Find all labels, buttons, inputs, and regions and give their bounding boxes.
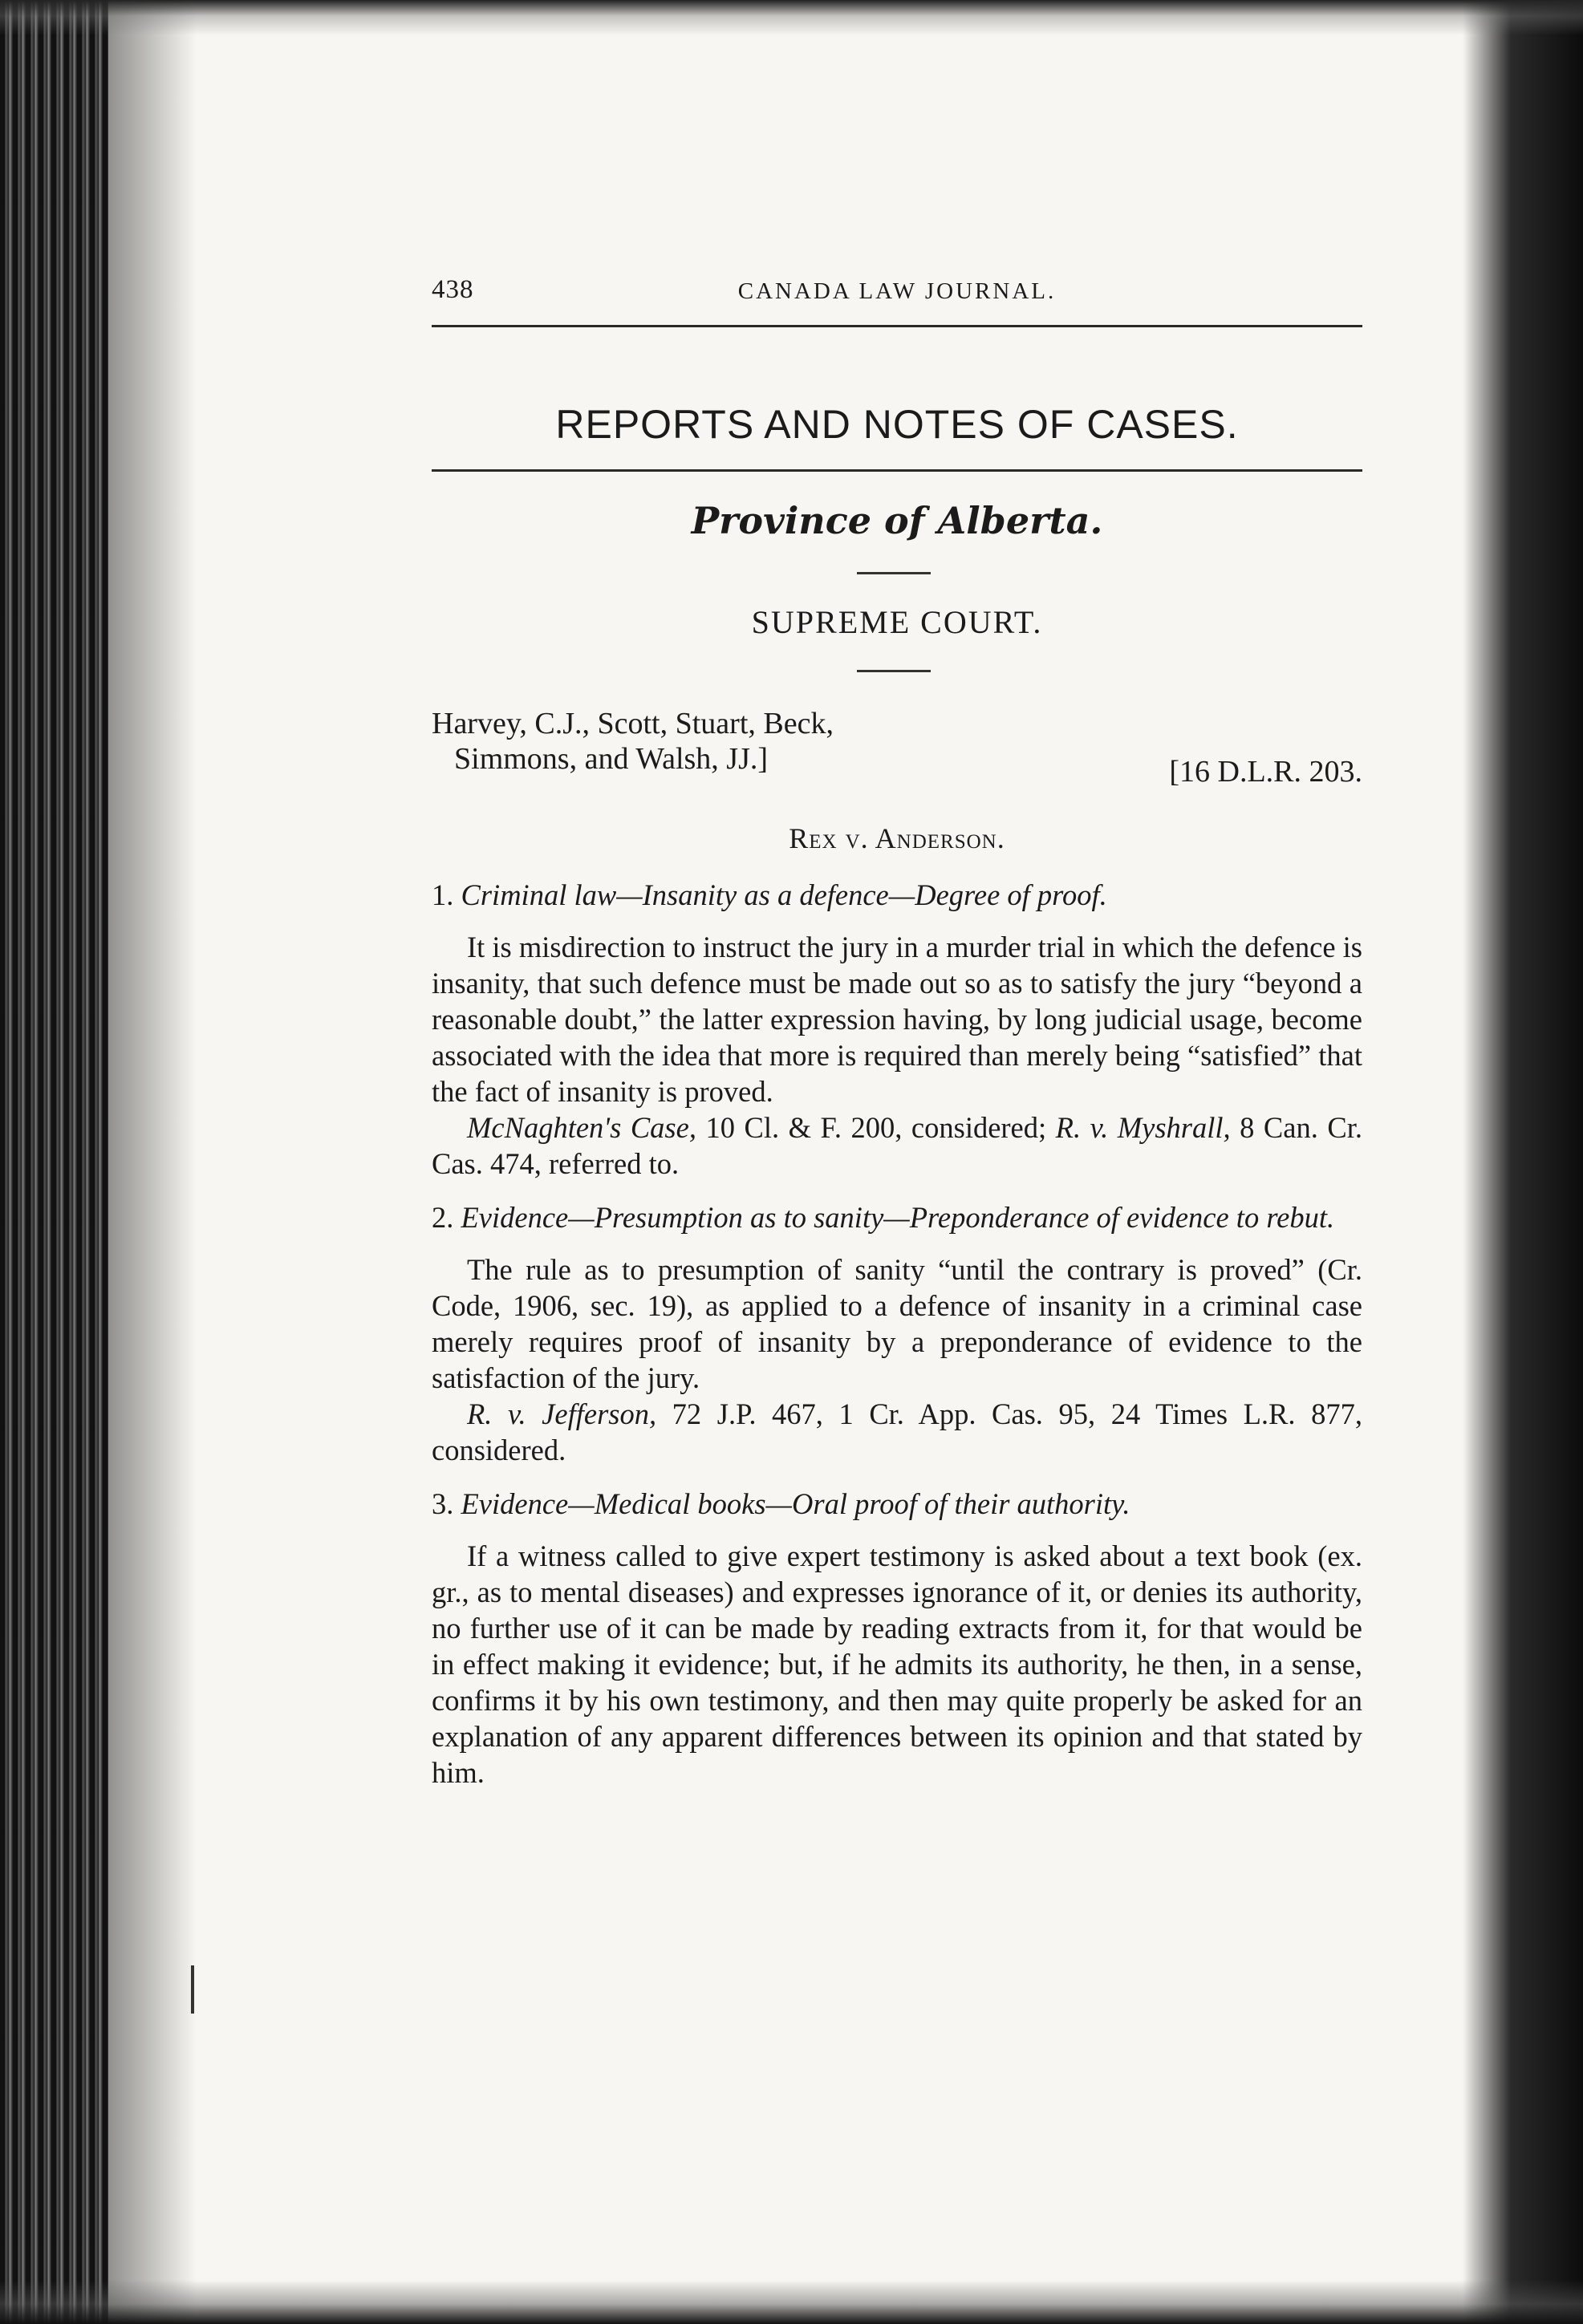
headnote-number: 2.: [432, 1201, 454, 1234]
headnote-3-paragraph: If a witness called to give expert testimony is asked about a text book (ex. gr., as to mental diseases) and expresses ignorance of it, or denies its authority, no further use of it can be made by reading extracts from it, for that would be in effect making it evidence; but, if he admits its authority, he then, in a sense, confirms it by his own testimony, and then may quite properly be asked for an explanation of any apparent differences between its opinion and that stated by him.: [432, 1539, 1362, 1789]
case-body: [432, 877, 1362, 1791]
headnote-2-paragraph: The rule as to presumption of sanity “until the contrary is proved” (Cr. Code, 1906, sec. 19), as applied to a defence of insanity in a criminal case merely requires proof of insanity by a preponderance of evidence to the satisfaction of the jury.: [432, 1253, 1362, 1394]
scan-right-edge: [1463, 0, 1583, 2324]
province-heading: Province of Alberta.: [691, 499, 1103, 542]
case-reference: R. v. Jefferson,: [467, 1397, 657, 1430]
headnote-2-references: [432, 1396, 1362, 1468]
page: [432, 0, 1362, 2324]
headnote-1-heading: [432, 877, 1362, 913]
section-title: REPORTS AND NOTES OF CASES.: [555, 402, 1239, 447]
running-header: [432, 275, 1362, 315]
headnote-heading-text: Evidence—Presumption as to sanity—Preponderance of evidence to rebut.: [461, 1201, 1335, 1234]
headnote-number: 3.: [432, 1487, 454, 1520]
headnote-1-paragraph: It is misdirection to instruct the jury in a murder trial in which the defence is insanity, that such defence must be made out so as to satisfy the jury “beyond a reasonable doubt,” the latter expression having, by long judicial usage, become associated with the idea that more is required than merely being “satisfied” that the fact of insanity is proved.: [432, 931, 1362, 1108]
headnote-heading-text: Evidence—Medical books—Oral proof of their authority.: [461, 1487, 1130, 1520]
headnote-3-heading: [432, 1486, 1362, 1522]
headnote-2-heading: [432, 1199, 1362, 1235]
citation: [16 D.L.R. 203.: [1169, 755, 1362, 789]
headnote-number: 1.: [432, 878, 454, 911]
reference-text: 8 Can. Cr. Cas. 474, referred to.: [432, 1111, 1362, 1180]
headnote-heading-text: Criminal law—Insanity as a defence—Degree of proof.: [461, 878, 1107, 911]
margin-mark: [191, 1965, 194, 2014]
scan-left-shadow: [108, 0, 197, 2324]
judges-line-2: Simmons, and Walsh, JJ.]: [454, 742, 769, 776]
scan-left-edge: [0, 0, 108, 2324]
page-number: 438: [432, 275, 474, 304]
headnote-1-references: [432, 1109, 1362, 1182]
province-rule: [857, 572, 931, 574]
case-name: Rex v. Anderson.: [789, 822, 1005, 854]
court-rule: [857, 670, 931, 672]
journal-title: CANADA LAW JOURNAL.: [737, 278, 1057, 304]
reference-text: 10 Cl. & F. 200, considered;: [696, 1111, 1056, 1144]
title-rule: [432, 469, 1362, 472]
reference-text: 72 J.P. 467, 1 Cr. App. Cas. 95, 24 Times L.R. 877, considered.: [432, 1397, 1362, 1466]
case-reference: R. v. Myshrall,: [1055, 1111, 1231, 1144]
header-rule: [432, 325, 1362, 327]
court-heading: SUPREME COURT.: [751, 604, 1043, 640]
case-reference: McNaghten's Case,: [467, 1111, 696, 1144]
judges-line-1: Harvey, C.J., Scott, Stuart, Beck,: [432, 707, 834, 740]
